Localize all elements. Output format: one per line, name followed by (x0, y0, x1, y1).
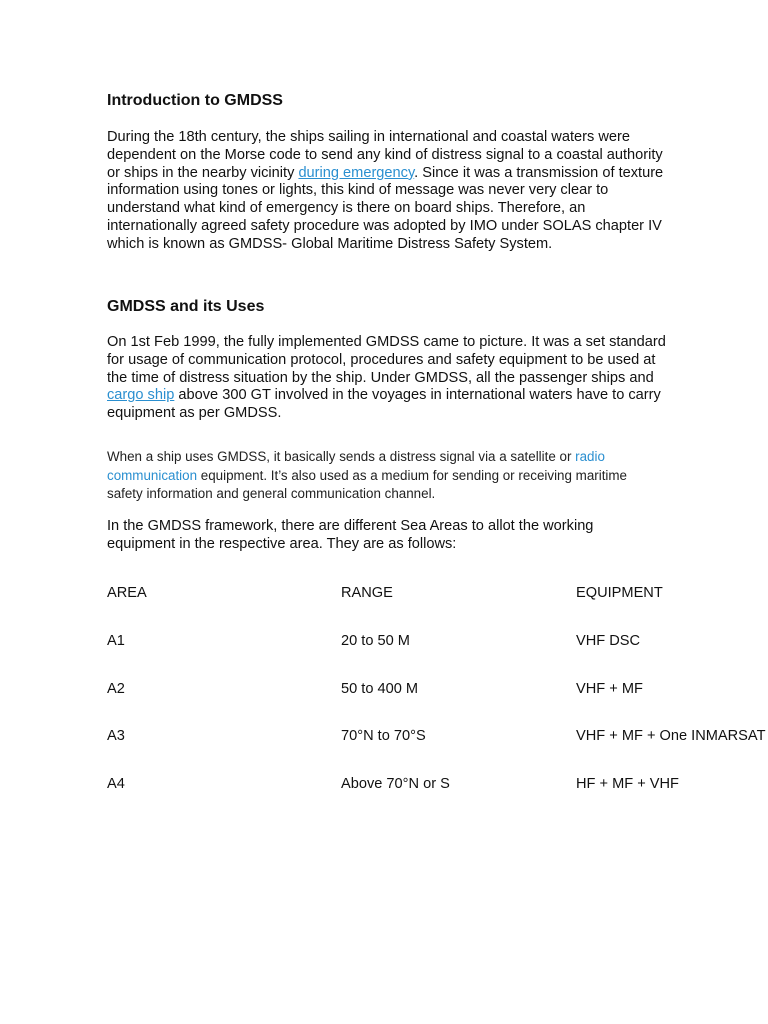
satellite-text-after-link: equipment. It’s also used as a medium for sending or receiving maritime safety information and general communication channel. (107, 467, 628, 502)
cell-range: 20 to 50 M (341, 633, 410, 649)
section-heading-introduction: Introduction to GMDSS (107, 92, 283, 109)
cell-range: Above 70°N or S (341, 776, 450, 792)
cell-range: 70°N to 70°S (341, 728, 426, 744)
radio-communication-link[interactable]: radio communication (107, 449, 605, 483)
cell-range: 50 to 400 M (341, 681, 419, 697)
intro-paragraph (107, 129, 667, 254)
cell-equipment: HF + MF + VHF (576, 776, 679, 792)
cell-area: A2 (107, 681, 125, 697)
table-row (107, 774, 768, 794)
cargo-ship-link[interactable]: cargo ship (107, 387, 175, 404)
satellite-paragraph (107, 448, 652, 504)
intro-text-before-link: During the 18th century, the ships sailing in international and coastal waters were dependent on the Morse code to send any kind of distress signal to a coastal authority or ships in the nearby vicinity (107, 129, 663, 181)
cell-equipment: VHF + MF + One INMARSAT (576, 728, 766, 744)
during-emergency-link[interactable]: during emergency (298, 164, 415, 181)
header-range: RANGE (341, 585, 393, 601)
table-row (107, 679, 768, 699)
uses-text-before-link: On 1st Feb 1999, the fully implemented GMDSS came to picture. It was a set standard for usage of communication protocol, procedures and safety equipment to be used at the time of distress situation by the ship. Under GMDSS, all the passenger ships and (107, 334, 666, 386)
header-area: AREA (107, 585, 147, 601)
document-page (107, 0, 768, 1024)
table-row (107, 631, 768, 651)
cell-area: A4 (107, 776, 125, 792)
cell-area: A3 (107, 728, 125, 744)
sea-areas-paragraph: In the GMDSS framework, there are different Sea Areas to allot the working equipment in the respective area. They are as follows: (107, 518, 594, 552)
cell-equipment: VHF + MF (576, 681, 643, 697)
table-header-row (107, 583, 768, 603)
header-equipment: EQUIPMENT (576, 585, 663, 601)
intro-text-after-link: . Since it was a transmission of texture information using tones or lights, this kind of message was never very clear to understand what kind of emergency is there on board ships. Therefore, an internationally agreed safety procedure was adopted by IMO under SOLAS chapter IV which is known as GMDSS- Global Maritime Distress Safety System. (107, 164, 664, 252)
section-heading-uses: GMDSS and its Uses (107, 298, 265, 315)
cell-equipment: VHF DSC (576, 633, 641, 649)
uses-text-after-link: above 300 GT involved in the voyages in international waters have to carry equipment as per GMDSS. (107, 387, 661, 422)
table-row (107, 726, 768, 746)
cell-area: A1 (107, 633, 125, 649)
uses-paragraph (107, 334, 667, 423)
satellite-text-before-link: When a ship uses GMDSS, it basically sends a distress signal via a satellite or (107, 449, 576, 464)
